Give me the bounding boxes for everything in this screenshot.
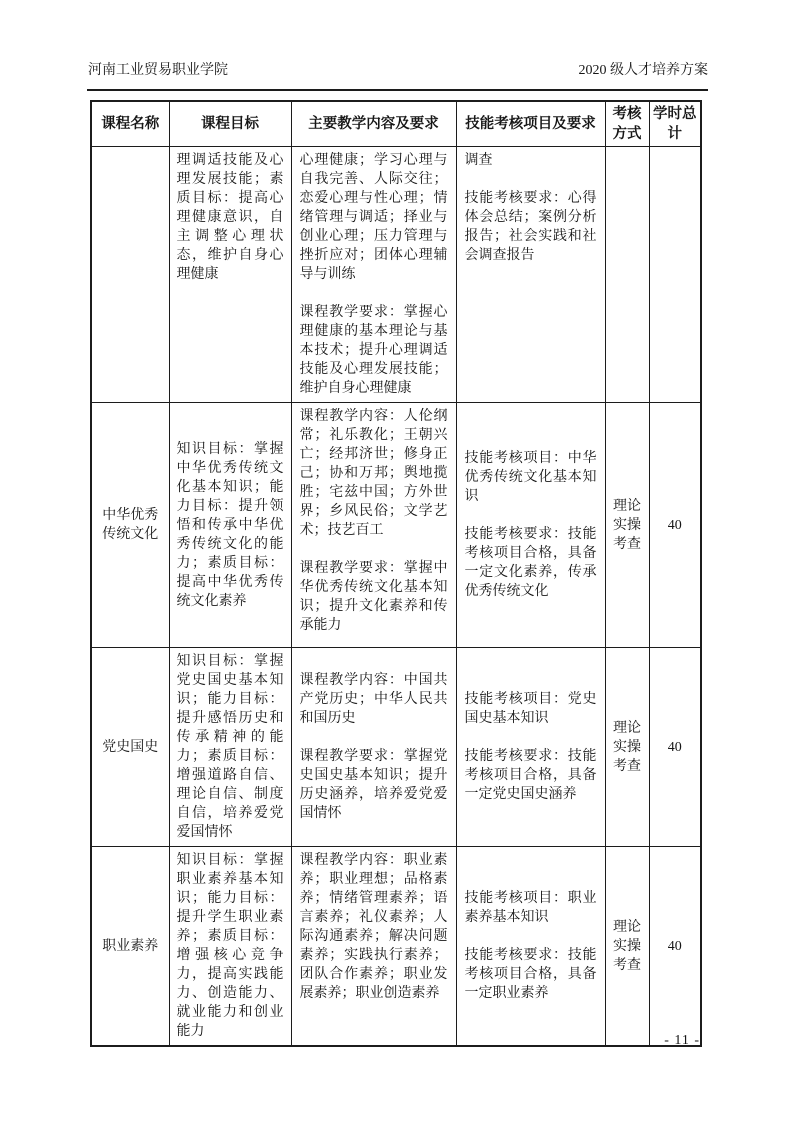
content-cell bbox=[291, 847, 456, 1047]
table-header-row bbox=[91, 101, 701, 147]
content-paragraph: 课程教学要求：掌握中华优秀传统文化基本知识；提升文化素养和传承能力 bbox=[299, 561, 448, 633]
content-paragraph: 课程教学内容：人伦纲常；礼乐教化；王朝兴亡；经邦济世；修身正己；协和万邦；舆地揽胜；宅兹中国；方外世界；乡风民俗；文学艺术；技艺百工 bbox=[299, 409, 448, 538]
course-name-line: 党史国史 bbox=[102, 739, 159, 755]
hours-cell: 40 bbox=[649, 648, 701, 847]
content-cell bbox=[291, 147, 456, 403]
objectives-cell bbox=[169, 847, 291, 1047]
assessment-paragraph: 技能考核项目：党史国史基本知识 bbox=[464, 692, 597, 726]
header-course-name: 课程名称 bbox=[91, 101, 169, 147]
course-name-cell bbox=[91, 403, 169, 648]
objectives-text: 知识目标：掌握中华优秀传统文化基本知识；能力目标：提升领悟和传承中华优秀传统文化的能力；素质目标：提高中华优秀传统文化素养 bbox=[176, 441, 284, 609]
header-assessment-method: 考核方式 bbox=[605, 101, 649, 147]
content-cell bbox=[291, 648, 456, 847]
method-line: 实操 bbox=[613, 517, 641, 533]
assessment-paragraph: 技能考核项目：中华优秀传统文化基本知识 bbox=[464, 451, 597, 504]
objectives-text: 知识目标：掌握党史国史基本知识；能力目标：提升感悟历史和传承精神的能力；素质目标：增强道路自信、理论自信、制度自信，培养爱党爱国情怀 bbox=[176, 654, 284, 840]
objectives-text: 理调适技能及心理发展技能；素质目标：提高心理健康意识，自主调整心理状态，维护自身心理健康 bbox=[176, 153, 284, 282]
header-plan-title: 2020 级人才培养方案 bbox=[578, 63, 708, 78]
assessment-cell bbox=[456, 403, 605, 648]
content-paragraph: 心理健康；学习心理与自我完善、人际交往；恋爱心理与性心理；情绪管理与调适；择业与创业心理；压力管理与挫折应对；团体心理辅导与训练 bbox=[299, 153, 448, 282]
assessment-paragraph: 技能考核项目：职业素养基本知识 bbox=[464, 891, 597, 925]
header-skill-assessment: 技能考核项目及要求 bbox=[456, 101, 605, 147]
method-line: 实操 bbox=[613, 739, 641, 755]
course-name-line: 传统文化 bbox=[102, 527, 159, 542]
hours-cell bbox=[649, 147, 701, 403]
table-row bbox=[91, 147, 701, 403]
course-name-line: 中华优秀 bbox=[102, 508, 159, 523]
method-line: 理论 bbox=[613, 720, 641, 736]
assessment-paragraph: 技能考核要求：心得体会总结；案例分析报告；社会实践和社会调查报告 bbox=[464, 191, 597, 263]
header-school-name: 河南工业贸易职业学院 bbox=[88, 63, 228, 78]
objectives-text: 知识目标：掌握职业素养基本知识；能力目标：提升学生职业素养；素质目标：增强核心竞争力，提高实践能力、创造能力、就业能力和创业能力 bbox=[176, 853, 284, 1039]
method-line: 考查 bbox=[613, 536, 641, 552]
assessment-cell bbox=[456, 147, 605, 403]
course-name-cell bbox=[91, 847, 169, 1047]
table-row bbox=[91, 648, 701, 847]
method-line: 实操 bbox=[613, 938, 641, 954]
content-paragraph: 课程教学内容：中国共产党历史；中华人民共和国历史 bbox=[299, 673, 448, 726]
objectives-cell bbox=[169, 403, 291, 648]
content-cell bbox=[291, 403, 456, 648]
assessment-paragraph: 技能考核要求：技能考核项目合格，具备一定党史国史涵养 bbox=[464, 749, 597, 802]
table-row bbox=[91, 403, 701, 648]
header-teaching-content: 主要教学内容及要求 bbox=[291, 101, 456, 147]
assessment-cell bbox=[456, 648, 605, 847]
method-cell bbox=[605, 648, 649, 847]
method-line: 理论 bbox=[613, 919, 641, 935]
course-name-cell bbox=[91, 147, 169, 403]
table-row bbox=[91, 847, 701, 1047]
content-paragraph: 课程教学内容：职业素养；职业理想；品格素养；情绪管理素养；语言素养；礼仪素养；人际沟通素养；解决问题素养；实践执行素养；团队合作素养；职业发展素养；职业创造素养 bbox=[299, 853, 448, 1001]
header-rule bbox=[87, 89, 708, 91]
method-cell bbox=[605, 403, 649, 648]
header-course-objectives: 课程目标 bbox=[169, 101, 291, 147]
document-header bbox=[88, 61, 708, 81]
method-line: 考查 bbox=[613, 957, 641, 973]
header-total-hours: 学时总计 bbox=[649, 101, 701, 147]
method-cell bbox=[605, 147, 649, 403]
assessment-cell bbox=[456, 847, 605, 1047]
assessment-paragraph: 技能考核要求：技能考核项目合格，具备一定职业素养 bbox=[464, 948, 597, 1001]
course-name-cell bbox=[91, 648, 169, 847]
hours-cell: 40 bbox=[649, 847, 701, 1047]
method-cell bbox=[605, 847, 649, 1047]
course-table bbox=[90, 100, 702, 1047]
hours-cell: 40 bbox=[649, 403, 701, 648]
page-number: - 11 - bbox=[664, 1033, 700, 1048]
method-line: 理论 bbox=[613, 498, 641, 514]
content-paragraph: 课程教学要求：掌握心理健康的基本理论与基本技术；提升心理调适技能及心理发展技能；维护自身心理健康 bbox=[299, 305, 448, 396]
assessment-paragraph: 技能考核要求：技能考核项目合格，具备一定文化素养，传承优秀传统文化 bbox=[464, 527, 597, 599]
assessment-paragraph: 调查 bbox=[464, 153, 493, 168]
method-line: 考查 bbox=[613, 758, 641, 774]
objectives-cell bbox=[169, 147, 291, 403]
objectives-cell bbox=[169, 648, 291, 847]
course-name-line: 职业素养 bbox=[102, 938, 159, 954]
content-paragraph: 课程教学要求：掌握党史国史基本知识；提升历史涵养，培养爱党爱国情怀 bbox=[299, 749, 448, 821]
